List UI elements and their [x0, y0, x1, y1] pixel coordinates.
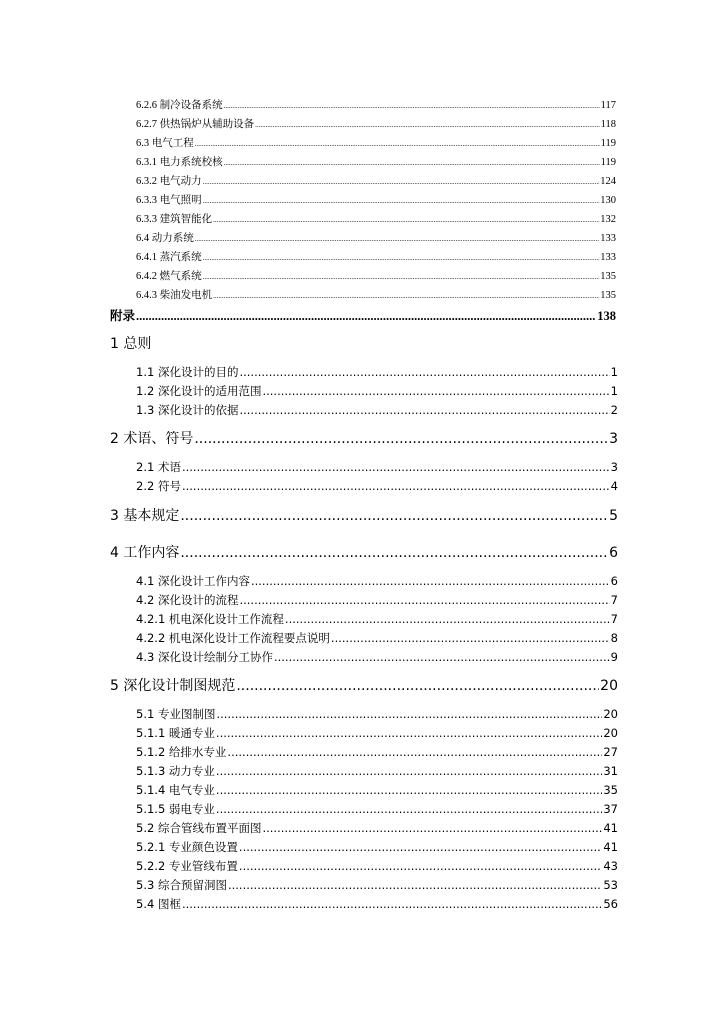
toc-entry-title: 5.1 专业图制图 [136, 707, 216, 721]
toc-entry-page: 2 [610, 403, 618, 417]
toc-entry-page: 4 [610, 479, 618, 493]
toc-entry-title: 5.1.2 给排水专业 [136, 745, 227, 759]
dot-leader [216, 763, 602, 779]
toc-entry-page: 56 [603, 897, 618, 911]
dot-leader [195, 137, 600, 151]
toc-entry-title: 5.1.3 动力专业 [136, 764, 215, 778]
toc-entry-page: 119 [600, 157, 616, 168]
toc-entry-page: 9 [610, 650, 618, 664]
toc-entry-page: 8 [610, 631, 618, 645]
dot-leader [239, 402, 609, 418]
toc-entry-page: 132 [600, 214, 616, 225]
dot-leader [216, 782, 602, 798]
toc-entry-title: 6.4.1 蒸汽系统 [136, 252, 202, 263]
toc-entry[interactable] [136, 137, 616, 151]
toc-chapter-title: 3 基本规定 [110, 508, 180, 524]
toc-appendix[interactable] [110, 308, 616, 324]
toc-entry-page: 27 [603, 745, 618, 759]
toc-chapter-title: 1 总则 [110, 336, 152, 352]
dot-leader [216, 725, 602, 741]
toc-entry[interactable] [136, 175, 616, 189]
dot-leader [182, 896, 602, 912]
toc-entry-page: 117 [600, 100, 616, 111]
toc-entry[interactable] [136, 364, 618, 380]
toc-chapter-title: 4 工作内容 [110, 545, 180, 561]
toc-entry[interactable] [136, 573, 618, 589]
toc-entry-page: 35 [603, 783, 618, 797]
toc-entry-title: 1.3 深化设计的依据 [136, 403, 239, 417]
dot-leader [194, 430, 608, 448]
toc-entry[interactable] [136, 649, 618, 665]
toc-entry-page: 3 [610, 460, 618, 474]
toc-entry-title: 6.3.1 电力系统校核 [136, 157, 223, 168]
dot-leader [182, 478, 610, 494]
toc-chapter-3[interactable] [110, 507, 618, 525]
dot-leader [274, 649, 610, 665]
dot-leader [180, 507, 608, 525]
toc-entry-page: 31 [603, 764, 618, 778]
toc-entry[interactable] [136, 630, 618, 646]
dot-leader [182, 459, 610, 475]
toc-entry-title: 1.1 深化设计的目的 [136, 365, 239, 379]
toc-entry-title: 6.3.3 建筑智能化 [136, 214, 213, 225]
toc-entry[interactable] [136, 706, 618, 722]
toc-entry-title: 4.2.2 机电深化设计工作流程要点说明 [136, 631, 330, 645]
dot-leader [262, 820, 602, 836]
dot-leader [203, 175, 600, 189]
toc-entry-title: 附录 [110, 309, 136, 323]
dot-leader [216, 706, 602, 722]
dot-leader [331, 630, 610, 646]
toc-entry[interactable] [136, 289, 616, 303]
dot-leader [213, 289, 599, 303]
toc-entry[interactable] [136, 820, 618, 836]
toc-entry-page: 135 [600, 271, 616, 282]
toc-entry[interactable] [136, 801, 618, 817]
toc-entry[interactable] [136, 251, 616, 265]
toc-entry[interactable] [136, 858, 618, 874]
toc-entry-title: 4.1 深化设计工作内容 [136, 574, 250, 588]
toc-entry-page: 5 [609, 508, 618, 524]
toc-entry-title: 2.1 术语 [136, 460, 181, 474]
toc-entry[interactable] [136, 213, 616, 227]
toc-entry-page: 43 [603, 859, 618, 873]
toc-entry-title: 5.3 综合预留洞图 [136, 878, 227, 892]
toc-entry-page: 135 [600, 290, 616, 301]
toc-chapter-2[interactable] [110, 430, 618, 448]
toc-entry[interactable] [136, 478, 618, 494]
toc-entry[interactable] [136, 877, 618, 893]
toc-entry-page: 7 [610, 593, 618, 607]
toc-entry-title: 6.2.6 制冷设备系统 [136, 100, 223, 111]
dot-leader [227, 744, 602, 760]
dot-leader [216, 801, 602, 817]
dot-leader [251, 573, 610, 589]
toc-entry[interactable] [136, 896, 618, 912]
toc-chapter-1[interactable] [110, 335, 618, 353]
toc-entry-page: 124 [600, 176, 616, 187]
toc-entry-title: 6.3.2 电气动力 [136, 176, 202, 187]
toc-entry-title: 6.4.2 燃气系统 [136, 271, 202, 282]
dot-leader [203, 270, 600, 284]
toc-entry-title: 1.2 深化设计的适用范围 [136, 384, 262, 398]
toc-entry-page: 20 [600, 678, 618, 694]
toc-entry[interactable] [136, 118, 616, 132]
toc-entry-title: 6.3 电气工程 [136, 138, 194, 149]
toc-entry-title: 4.3 深化设计绘制分工协作 [136, 650, 273, 664]
toc-entry-title: 5.4 图框 [136, 897, 181, 911]
toc-entry-title: 5.2.1 专业颜色设置 [136, 840, 238, 854]
dot-leader [195, 232, 600, 246]
toc-entry-page: 119 [600, 138, 616, 149]
toc-entry[interactable] [136, 270, 616, 284]
toc-entry[interactable] [136, 839, 618, 855]
toc-entry-title: 5.2 综合管线布置平面图 [136, 821, 262, 835]
toc-entry-page: 6 [610, 574, 618, 588]
toc-entry[interactable] [136, 232, 616, 246]
toc-entry[interactable] [136, 459, 618, 475]
toc-entry-title: 5.1.4 电气专业 [136, 783, 215, 797]
toc-entry-page: 6 [609, 545, 618, 561]
dot-leader [224, 99, 600, 113]
toc-entry-page: 118 [600, 119, 616, 130]
toc-entry-title: 5.2.2 专业管线布置 [136, 859, 238, 873]
dot-leader [180, 544, 608, 562]
toc-entry[interactable] [136, 782, 618, 798]
toc-entry-title: 4.2 深化设计的流程 [136, 593, 239, 607]
dot-leader [203, 251, 600, 265]
dot-leader [239, 592, 609, 608]
toc-entry-title: 4.2.1 机电深化设计工作流程 [136, 612, 284, 626]
dot-leader [224, 156, 600, 170]
toc-entry-page: 138 [597, 309, 616, 323]
toc-entry-page: 53 [603, 878, 618, 892]
toc-entry-page: 20 [603, 707, 618, 721]
dot-leader [236, 677, 599, 695]
dot-leader [213, 213, 599, 227]
toc-chapter-title: 2 术语、符号 [110, 431, 194, 447]
dot-leader [239, 858, 602, 874]
toc-entry[interactable] [136, 156, 616, 170]
toc-entry-page: 3 [609, 431, 618, 447]
toc-chapter-title: 5 深化设计制图规范 [110, 678, 236, 694]
toc-entry-page: 41 [603, 821, 618, 835]
toc-entry[interactable] [136, 402, 618, 418]
dot-leader [239, 364, 609, 380]
dot-leader [255, 118, 600, 132]
dot-leader [262, 383, 609, 399]
toc-entry-title: 6.3.3 电气照明 [136, 195, 202, 206]
toc-entry-page: 37 [603, 802, 618, 816]
toc-entry-page: 41 [603, 840, 618, 854]
toc-chapter-4[interactable] [110, 544, 618, 562]
toc-entry-page: 133 [600, 252, 616, 263]
toc-entry[interactable] [136, 763, 618, 779]
toc-entry-title: 5.1.5 弱电专业 [136, 802, 215, 816]
toc-entry-title: 6.2.7 供热锅炉从辅助设备 [136, 119, 255, 130]
toc-entry-title: 5.1.1 暖通专业 [136, 726, 215, 740]
dot-leader [136, 308, 596, 324]
toc-entry[interactable] [136, 194, 616, 208]
toc-entry-page: 7 [610, 612, 618, 626]
dot-leader [203, 194, 600, 208]
toc-entry[interactable] [136, 592, 618, 608]
toc-entry-page: 20 [603, 726, 618, 740]
toc-entry[interactable] [136, 383, 618, 399]
dot-leader [239, 839, 602, 855]
toc-entry-page: 133 [600, 233, 616, 244]
toc-entry-page: 1 [610, 384, 618, 398]
toc-entry-title: 2.2 符号 [136, 479, 181, 493]
toc-entry-page: 1 [610, 365, 618, 379]
toc-entry-title: 6.4.3 柴油发电机 [136, 290, 213, 301]
toc-entry-title: 6.4 动力系统 [136, 233, 194, 244]
toc-chapter-5[interactable] [110, 677, 618, 695]
dot-leader [228, 877, 602, 893]
toc-entry[interactable] [136, 725, 618, 741]
toc-entry-page: 130 [600, 195, 616, 206]
toc-entry[interactable] [136, 99, 616, 113]
toc-entry[interactable] [136, 611, 618, 627]
dot-leader [285, 611, 610, 627]
toc-entry[interactable] [136, 744, 618, 760]
